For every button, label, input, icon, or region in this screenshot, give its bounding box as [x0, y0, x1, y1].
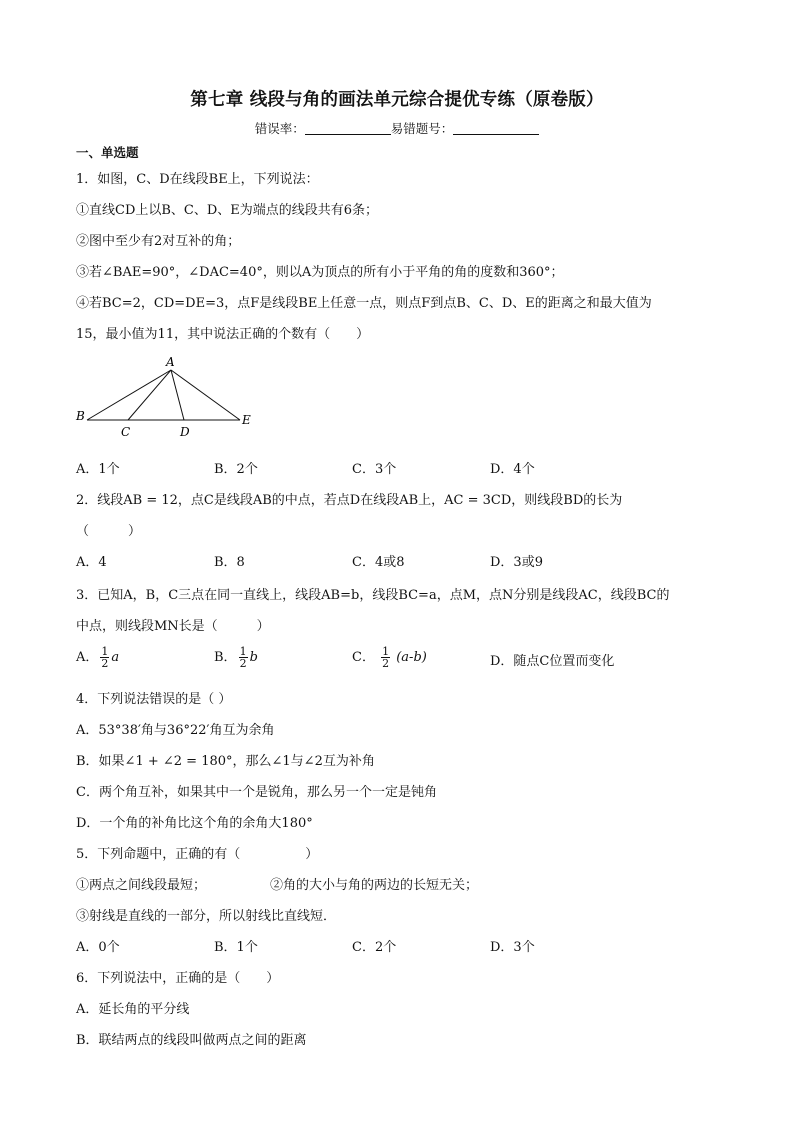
error-rate-blank[interactable]	[305, 122, 391, 135]
q2-option-a[interactable]: A．4	[76, 555, 107, 570]
point-d-label: D	[180, 425, 190, 439]
q1-statement-4: ④若BC=2，CD=DE=3，点F是线段BE上任意一点，则点F到点B、C、D、E的距离之和最大值为	[76, 296, 652, 311]
q6-stem: 6．下列说法中，正确的是（ ）	[76, 971, 280, 986]
q1-stem: 1．如图，C、D在线段BE上，下列说法：	[76, 172, 319, 187]
point-e-label: E	[242, 413, 251, 427]
fraction-one-half: $\frac{1}{2}$	[101, 645, 109, 670]
q1-statement-2: ②图中至少有2对互补的角；	[76, 234, 241, 249]
q5-statement-3: ③射线是直线的一部分，所以射线比直线短．	[76, 909, 337, 924]
q6-option-b[interactable]: B．联结两点的线段叫做两点之间的距离	[76, 1033, 307, 1048]
q2-stem: 2．线段AB = 12，点C是线段AB的中点，若点D在线段AB上，AC = 3CD，则线段BD的长为	[76, 493, 623, 508]
q4-stem: 4．下列说法错误的是（ ）	[76, 692, 232, 707]
q3-option-b-var: b	[249, 650, 258, 665]
q1-option-b[interactable]: B．2个	[214, 462, 258, 477]
wrong-number-label: 易错题号：	[390, 121, 454, 136]
q5-stem: 5．下列命题中，正确的有（ ）	[76, 847, 319, 862]
error-rate-label: 错误率：	[254, 121, 305, 136]
q6-option-a[interactable]: A．延长角的平分线	[76, 1002, 190, 1017]
point-c-label: C	[121, 425, 131, 439]
segment-ac	[128, 370, 171, 420]
page-title: 第七章 线段与角的画法单元综合提优专练（原卷版）	[190, 90, 604, 110]
q3-option-a[interactable]	[76, 646, 119, 669]
q3-option-d[interactable]: D．随点C位置而变化	[490, 654, 615, 669]
q1-statement-4-cont: 15，最小值为11，其中说法正确的个数有（ ）	[76, 327, 370, 342]
q3-option-b-label: B．	[214, 650, 237, 665]
q3-option-c-var: (a-b)	[396, 650, 427, 665]
q4-option-d[interactable]: D．一个角的补角比这个角的余角大180°	[76, 816, 313, 831]
q2-option-c[interactable]: C．4或8	[352, 555, 405, 570]
q3-option-c-label: C．	[352, 650, 375, 665]
q1-option-d[interactable]: D．4个	[490, 462, 535, 477]
q2-stem-cont: （ ）	[76, 524, 142, 539]
wrong-number-blank[interactable]	[453, 122, 539, 135]
q1-option-c[interactable]: C．3个	[352, 462, 397, 477]
q3-option-a-var: a	[111, 650, 120, 665]
q2-option-b[interactable]: B．8	[214, 555, 245, 570]
q1-statement-1: ①直线CD上以B、C、D、E为端点的线段共有6条；	[76, 203, 379, 218]
q5-option-a[interactable]: A．0个	[76, 940, 120, 955]
q4-option-a[interactable]: A．53°38′角与36°22′角互为余角	[76, 723, 275, 738]
q1-figure	[70, 352, 270, 442]
q5-statement-1: ①两点之间线段最短；	[76, 878, 207, 893]
fraction-one-half: $\frac{1}{2}$	[239, 645, 247, 670]
q5-option-d[interactable]: D．3个	[490, 940, 535, 955]
q5-option-b[interactable]: B．1个	[214, 940, 258, 955]
segment-ab	[87, 370, 171, 420]
q3-option-b[interactable]	[214, 646, 258, 669]
fraction-one-half: $\frac{1}{2}$	[382, 645, 390, 670]
q3-stem-cont: 中点，则线段MN长是（ ）	[76, 619, 270, 634]
q3-option-a-label: A．	[76, 650, 99, 665]
q4-option-c[interactable]: C．两个角互补，如果其中一个是锐角，那么另一个一定是钝角	[76, 785, 437, 800]
q2-option-d[interactable]: D．3或9	[490, 555, 543, 570]
point-a-label: A	[166, 355, 175, 369]
q4-option-b[interactable]: B．如果∠1 + ∠2 = 180°，那么∠1与∠2互为补角	[76, 754, 375, 769]
section-heading: 一、单选题	[76, 145, 139, 160]
point-b-label: B	[76, 409, 85, 423]
segment-ae	[171, 370, 240, 420]
score-line	[0, 119, 794, 137]
q1-option-a[interactable]: A．1个	[76, 462, 120, 477]
q5-option-c[interactable]: C．2个	[352, 940, 397, 955]
q3-option-c[interactable]	[352, 646, 427, 669]
q3-stem: 3．已知A，B，C三点在同一直线上，线段AB=b，线段BC=a，点M，点N分别是线段AC，线段BC的	[76, 588, 670, 603]
q5-statement-2: ②角的大小与角的两边的长短无关；	[270, 878, 479, 893]
q1-statement-3: ③若∠BAE=90°，∠DAC=40°，则以A为顶点的所有小于平角的角的度数和360°；	[76, 265, 564, 280]
